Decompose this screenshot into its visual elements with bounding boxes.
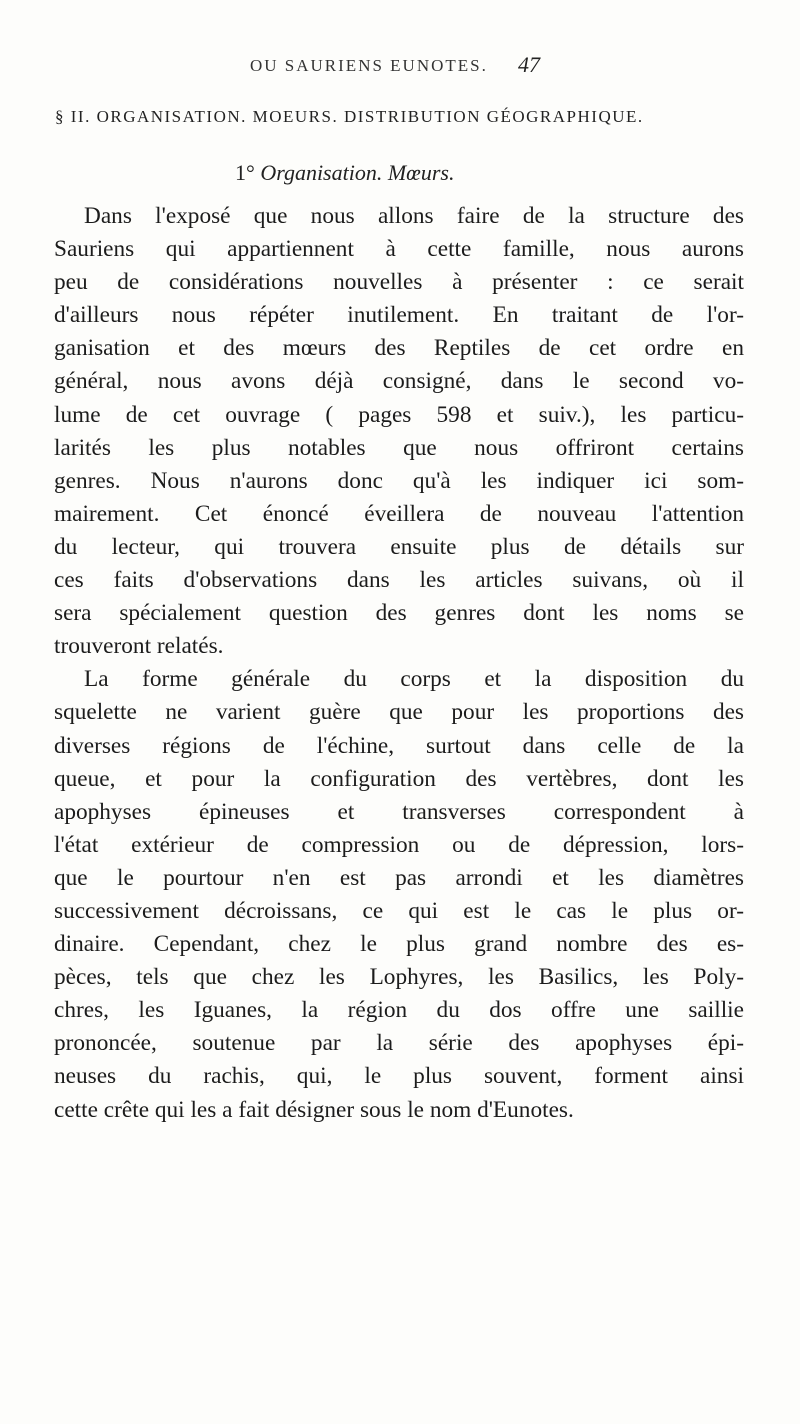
- text-line: genres. Nous n'aurons donc qu'à les indiquer ici som-: [54, 467, 744, 494]
- text-line: ces faits d'observations dans les articles suivans, où il: [54, 567, 744, 594]
- page-number: 47: [518, 52, 540, 77]
- text-line: Dans l'exposé que nous allons faire de la structure des: [84, 203, 744, 229]
- text-line: squelette ne varient guère que pour les proportions des: [54, 699, 744, 726]
- section-heading: § II. ORGANISATION. MOEURS. DISTRIBUTION GÉOGRAPHIQUE.: [55, 107, 644, 126]
- text-line: apophyses épineuses et transverses correspondent à: [54, 798, 744, 825]
- text-line: l'état extérieur de compression ou de dépression, lors-: [54, 831, 744, 858]
- text-line: général, nous avons déjà consigné, dans le second vo-: [54, 368, 744, 395]
- text-line: du lecteur, qui trouvera ensuite plus de détails sur: [54, 533, 744, 560]
- body-text: [54, 200, 744, 1127]
- text-line: pèces, tels que chez les Lophyres, les Basilics, les Poly-: [54, 964, 744, 991]
- text-line: mairement. Cet énoncé éveillera de nouveau l'attention: [54, 500, 744, 527]
- subsection-heading: [235, 160, 454, 186]
- text-line: que le pourtour n'en est pas arrondi et les diamètres: [54, 864, 744, 891]
- text-line: trouveront relatés.: [54, 633, 224, 660]
- text-line: peu de considérations nouvelles à présenter : ce serait: [54, 269, 744, 296]
- text-line: ganisation et des mœurs des Reptiles de cet ordre en: [54, 335, 744, 362]
- text-line: dinaire. Cependant, chez le plus grand nombre des es-: [54, 931, 744, 958]
- text-line: queue, et pour la configuration des vertèbres, dont les: [54, 765, 744, 792]
- text-line: diverses régions de l'échine, surtout dans celle de la: [54, 732, 744, 759]
- text-line: larités les plus notables que nous offriront certains: [54, 434, 744, 461]
- text-line: chres, les Iguanes, la région du dos offre une saillie: [54, 997, 744, 1024]
- text-line: cette crête qui les a fait désigner sous le nom d'Eunotes.: [54, 1096, 574, 1123]
- text-line: Sauriens qui appartiennent à cette famille, nous aurons: [54, 236, 744, 263]
- text-line: La forme générale du corps et la disposition du: [84, 666, 744, 693]
- subsection-title: Organisation. Mœurs.: [260, 160, 455, 185]
- text-line: sera spécialement question des genres dont les noms se: [54, 600, 744, 627]
- subsection-number: 1°: [235, 160, 255, 185]
- text-line: successivement décroissans, ce qui est le cas le plus or-: [54, 897, 744, 924]
- running-head: OU SAURIENS EUNOTES.: [250, 56, 488, 75]
- text-line: lume de cet ouvrage ( pages 598 et suiv.), les particu-: [54, 401, 744, 428]
- text-line: d'ailleurs nous répéter inutilement. En traitant de l'or-: [54, 302, 744, 329]
- text-line: prononcée, soutenue par la série des apophyses épi-: [54, 1030, 744, 1057]
- text-line: neuses du rachis, qui, le plus souvent, forment ainsi: [54, 1063, 744, 1090]
